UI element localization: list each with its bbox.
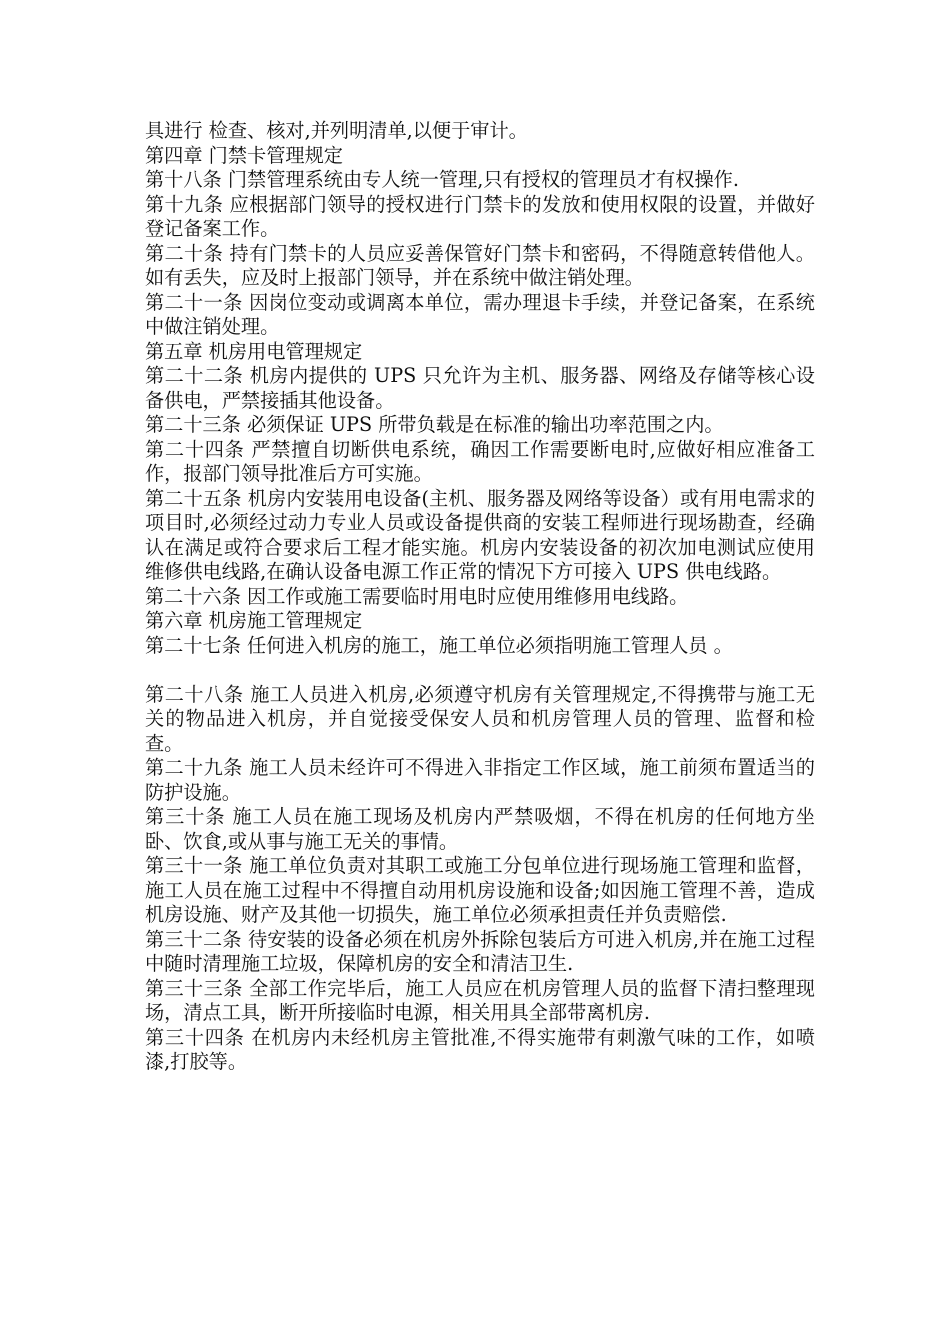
article-33: 第三十三条 全部工作完毕后，施工人员应在机房管理人员的监督下清扫整理现场，清点工具，断开所接临时电源，相关用具全部带离机房. — [145, 976, 815, 1024]
article-25: 第二十五条 机房内安装用电设备(主机、服务器及网络等设备）或有用电需求的项目时,必须经过动力专业人员或设备提供商的安装工程师进行现场勘查，经确认在满足或符合要求后工程才能实施。机房内安装设备的初次加电测试应使用维修供电线路,在确认设备电源工作正常的情况下方可接入 UPS 供电线路。 — [145, 486, 815, 583]
article-19: 第十九条 应根据部门领导的授权进行门禁卡的发放和使用权限的设置，并做好登记备案工作。 — [145, 192, 815, 240]
chapter-6-heading: 第六章 机房施工管理规定 — [145, 609, 363, 632]
article-23: 第二十三条 必须保证 UPS 所带负载是在标准的输出功率范围之内。 — [145, 413, 724, 436]
article-30: 第三十条 施工人员在施工现场及机房内严禁吸烟，不得在机房的任何地方坐卧、饮食,或从事与施工无关的事情。 — [145, 805, 815, 853]
article-24: 第二十四条 严禁擅自切断供电系统，确因工作需要断电时,应做好相应准备工作，报部门领导批准后方可实施。 — [145, 437, 815, 485]
article-18: 第十八条 门禁管理系统由专人统一管理,只有授权的管理员才有权操作. — [145, 168, 739, 191]
article-34: 第三十四条 在机房内未经机房主管批准,不得实施带有刺激气味的工作，如喷漆,打胶等。 — [145, 1025, 815, 1073]
article-28: 第二十八条 施工人员进入机房,必须遵守机房有关管理规定,不得携带与施工无关的物品进入机房，并自觉接受保安人员和机房管理人员的管理、监督和检查。 — [145, 682, 815, 755]
article-21: 第二十一条 因岗位变动或调离本单位，需办理退卡手续，并登记备案，在系统中做注销处理。 — [145, 290, 815, 338]
chapter-4-heading: 第四章 门禁卡管理规定 — [145, 143, 343, 167]
article-20: 第二十条 持有门禁卡的人员应妥善保管好门禁卡和密码，不得随意转借他人。如有丢失，应及时上报部门领导，并在系统中做注销处理。 — [145, 241, 815, 289]
blank-line — [145, 658, 815, 683]
article-31: 第三十一条 施工单位负责对其职工或施工分包单位进行现场施工管理和监督，施工人员在施工过程中不得擅自动用机房设施和设备;如因施工管理不善，造成机房设施、财产及其他一切损失，施工单位必须承担责任并负责赔偿. — [145, 854, 815, 926]
article-29: 第二十九条 施工人员未经许可不得进入非指定工作区域，施工前须布置适当的防护设施。 — [145, 756, 815, 804]
article-27: 第二十七条 任何进入机房的施工，施工单位必须指明施工管理人员 。 — [145, 633, 733, 657]
paragraph-continuation: 具进行 检查、核对,并列明清单,以便于审计。 — [145, 119, 528, 142]
chapter-5-heading: 第五章 机房用电管理规定 — [145, 339, 363, 363]
article-22: 第二十二条 机房内提供的 UPS 只允许为主机、服务器、网络及存储等核心设备供电，严禁接插其他设备。 — [145, 364, 815, 412]
article-32: 第三十二条 待安装的设备必须在机房外拆除包装后方可进入机房,并在施工过程中随时清理施工垃圾，保障机房的安全和清洁卫生. — [145, 927, 815, 975]
article-26: 第二十六条 因工作或施工需要临时用电时应使用维修用电线路。 — [145, 584, 689, 608]
document-body — [145, 119, 815, 1075]
